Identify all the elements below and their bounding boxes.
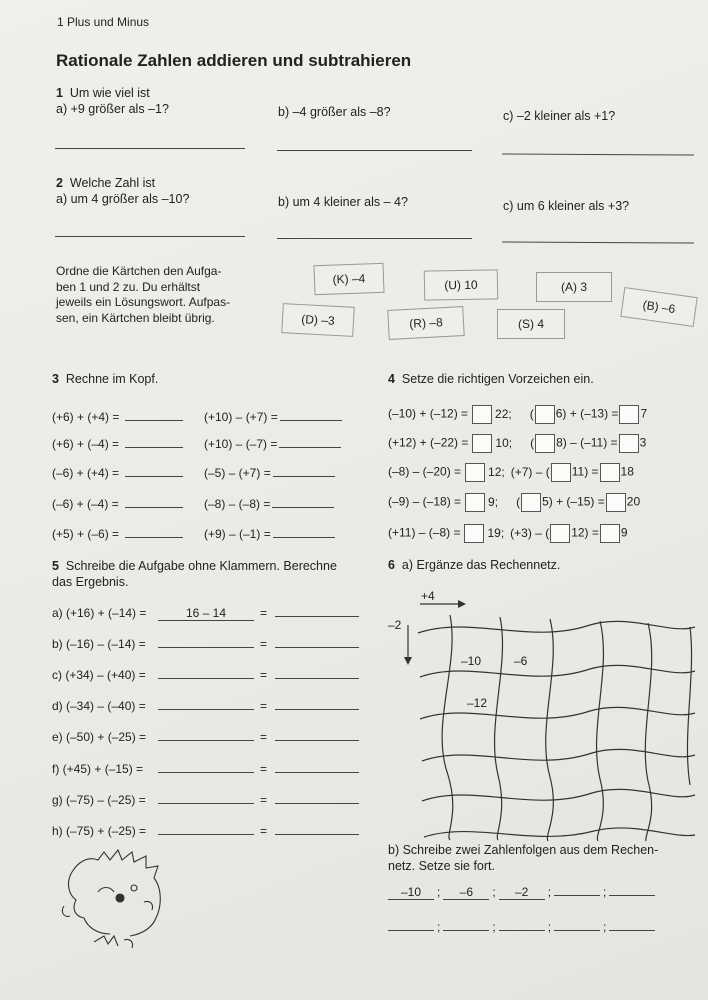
task4-right-prefix: ( [529, 406, 534, 421]
sequence-blank[interactable] [609, 895, 655, 896]
sequence-separator: ; [492, 885, 496, 899]
cards-instruction: Ordne die Kärtchen den Aufga- ben 1 und 2 zu. Du erhältst jeweils ein Lösungswort. Aufpas- sen, ein Kärtchen bleibt übrig. [56, 264, 231, 325]
task5-item [52, 637, 359, 651]
task3-expression: (–5) – (+7) = [204, 466, 271, 480]
card-s[interactable]: (S) 4 [497, 309, 565, 339]
net-cell-1: –10 [461, 654, 482, 668]
task5-result-blank[interactable] [275, 772, 359, 773]
task4-row [388, 524, 628, 543]
task3-answer-blank[interactable] [273, 537, 335, 538]
task2-item-c: c) um 6 kleiner als +3? [503, 199, 630, 213]
sequence-separator: ; [437, 920, 441, 934]
sequence-separator: ; [603, 885, 607, 899]
task3-answer-blank[interactable] [280, 420, 342, 421]
equals-sign: = [260, 637, 268, 651]
sign-box[interactable] [550, 524, 570, 543]
sign-box[interactable] [551, 463, 571, 482]
net-cell-3: –12 [467, 696, 488, 710]
task5-expression: g) (–75) – (–25) = [52, 793, 146, 807]
task5-result-blank[interactable] [275, 709, 359, 710]
task3-answer-blank[interactable] [279, 447, 341, 448]
task4-row [388, 434, 646, 453]
task5-no-brackets-blank[interactable] [158, 772, 254, 773]
task3-answer-blank[interactable] [125, 447, 183, 448]
task4-left-result: 22; [495, 406, 512, 421]
sequence-separator: ; [492, 920, 496, 934]
task2-answer-line-c[interactable] [502, 241, 694, 243]
equals-sign: = [260, 824, 268, 838]
task5-item [52, 762, 359, 776]
task4-right-prefix: (+7) – ( [510, 464, 550, 479]
card-u[interactable]: (U) 10 [424, 269, 499, 300]
sign-box[interactable] [600, 463, 620, 482]
task3-expression: (–6) + (+4) = [52, 466, 120, 480]
task6-heading: 6 a) Ergänze das Rechennetz. [388, 558, 561, 572]
sequence-blank[interactable] [554, 895, 600, 896]
sequence-row [388, 885, 655, 900]
task4-left-result: 10; [495, 435, 513, 450]
task5-expression: b) (–16) – (–14) = [52, 637, 146, 651]
task4-left-result: 19; [487, 525, 505, 540]
net-cell-2: –6 [514, 654, 528, 668]
task2-answer-line-b[interactable] [277, 238, 472, 239]
task5-item [52, 824, 359, 838]
task5-no-brackets-blank[interactable]: 16 – 14 [158, 606, 254, 621]
task3-row-left [52, 497, 183, 511]
hedgehog-illustration [58, 842, 178, 952]
sign-box[interactable] [535, 434, 555, 453]
task4-right-expression: 5) + (–15) = [542, 494, 605, 509]
task5-result-blank[interactable] [275, 678, 359, 679]
calculation-net [390, 585, 700, 855]
sign-box[interactable] [535, 405, 555, 424]
task3-expression: (+6) + (+4) = [52, 410, 120, 424]
sign-box[interactable] [472, 434, 492, 453]
net-lines [418, 615, 695, 841]
sign-box[interactable] [465, 463, 485, 482]
task5-no-brackets-blank[interactable] [158, 803, 254, 804]
sign-box[interactable] [619, 405, 639, 424]
task5-expression: f) (+45) + (–15) = [52, 762, 144, 776]
task3-expression: (+5) + (–6) = [52, 527, 120, 541]
task3-expression: (+9) – (–1) = [204, 527, 271, 541]
task4-left-expression: (–9) – (–18) = [388, 494, 462, 509]
equals-sign: = [260, 730, 268, 744]
task4-row [388, 493, 640, 512]
sign-box[interactable] [619, 434, 639, 453]
task5-result-blank[interactable] [275, 803, 359, 804]
task5-no-brackets-blank[interactable] [158, 678, 254, 679]
task5-expression: c) (+34) – (+40) = [52, 668, 146, 682]
task3-row-left [52, 437, 183, 451]
sequence-blank[interactable] [609, 930, 655, 931]
task4-left-result: 12; [488, 464, 505, 479]
task3-answer-blank[interactable] [273, 476, 335, 477]
task3-answer-blank[interactable] [125, 420, 183, 421]
task3-expression: (–6) + (–4) = [52, 497, 119, 511]
task3-answer-blank[interactable] [125, 507, 183, 508]
task4-right-result: 18 [620, 464, 634, 479]
task4-left-expression: (+12) + (–22) = [388, 435, 469, 450]
task4-left-expression: (–10) + (–12) = [388, 406, 469, 421]
task5-no-brackets-blank[interactable] [158, 740, 254, 741]
card-d[interactable]: (D) –3 [281, 303, 354, 337]
task5-expression: d) (–34) – (–40) = [52, 699, 146, 713]
sequence-blank[interactable] [554, 930, 600, 931]
task3-row-right [204, 497, 334, 511]
card-r[interactable]: (R) –8 [387, 306, 464, 340]
task5-result-blank[interactable] [275, 616, 359, 617]
task5-result-blank[interactable] [275, 647, 359, 648]
sequence-separator: ; [547, 885, 552, 899]
arrow-down-head [404, 657, 412, 665]
equals-sign: = [260, 793, 268, 807]
task5-heading: 5 Schreibe die Aufgabe ohne Klammern. Berechne das Ergebnis. [52, 559, 337, 589]
card-b[interactable]: (B) –6 [620, 287, 697, 327]
task3-expression: (+10) – (–7) = [204, 437, 278, 451]
task4-row [388, 463, 634, 482]
sequence-row [388, 920, 655, 934]
task3-row-left [52, 527, 183, 541]
task5-expression: h) (–75) + (–25) = [52, 824, 147, 838]
task4-right-result: 20 [626, 494, 641, 509]
sign-box[interactable] [472, 405, 492, 424]
task5-item [52, 793, 359, 807]
card-k[interactable]: (K) –4 [313, 263, 384, 295]
arrow-right-head [458, 600, 466, 608]
sequence-separator: ; [437, 885, 441, 899]
task3-row-left [52, 466, 183, 480]
equals-sign: = [260, 606, 268, 620]
sign-box[interactable] [521, 493, 541, 512]
task6-b-heading: b) Schreibe zwei Zahlenfolgen aus dem Rechen- netz. Setze sie fort. [388, 843, 659, 873]
task5-item [52, 730, 359, 744]
task4-left-result: 9; [488, 494, 499, 509]
task3-expression: (+6) + (–4) = [52, 437, 120, 451]
task4-right-expression: 6) + (–13) = [555, 406, 619, 421]
task3-heading: 3 Rechne im Kopf. [52, 372, 159, 386]
card-a[interactable]: (A) 3 [536, 272, 612, 302]
task4-left-expression: (–8) – (–20) = [388, 464, 462, 479]
task3-expression: (–8) – (–8) = [204, 497, 271, 511]
task3-expression: (+10) – (+7) = [204, 410, 278, 424]
task3-row-right [204, 466, 335, 480]
task1-answer-line-b[interactable] [277, 150, 472, 151]
sign-box[interactable] [464, 524, 484, 543]
task5-item [52, 606, 359, 621]
task1-item-b: b) –4 größer als –8? [278, 105, 391, 119]
sign-box[interactable] [465, 493, 485, 512]
task5-item [52, 699, 359, 713]
task4-right-result: 7 [640, 406, 648, 421]
task5-no-brackets-blank[interactable] [158, 834, 254, 835]
equals-sign: = [260, 762, 268, 776]
task3-row-left [52, 410, 183, 424]
task2-item-a: a) um 4 größer als –10? [56, 192, 190, 206]
task1-answer-line-a[interactable] [55, 148, 245, 149]
chapter-label: 1 Plus und Minus [57, 15, 150, 29]
task3-answer-blank[interactable] [272, 507, 334, 508]
task4-right-result: 9 [620, 525, 628, 540]
sequence-blank[interactable] [499, 930, 545, 931]
task4-heading: 4 Setze die richtigen Vorzeichen ein. [388, 372, 594, 386]
equals-sign: = [260, 699, 268, 713]
task5-result-blank[interactable] [275, 740, 359, 741]
task2-heading: 2 Welche Zahl ist [56, 176, 156, 190]
task4-right-prefix: ( [516, 494, 521, 509]
task1-heading: 1 Um wie viel ist [56, 86, 150, 100]
equals-sign: = [260, 668, 268, 682]
task4-right-result: 3 [639, 435, 647, 450]
task3-row-right [204, 527, 335, 541]
task1-item-a: a) +9 größer als –1? [56, 102, 169, 116]
task5-expression: e) (–50) + (–25) = [52, 730, 147, 744]
task5-no-brackets-blank[interactable] [158, 647, 254, 648]
task4-row [388, 405, 647, 424]
task4-right-expression: 8) – (–11) = [556, 435, 618, 450]
sequence-blank[interactable]: –6 [443, 885, 489, 900]
page-title: Rationale Zahlen addieren und subtrahieren [56, 51, 412, 70]
task5-item [52, 668, 359, 682]
task2-answer-line-a[interactable] [55, 236, 245, 237]
task1-answer-line-c[interactable] [502, 153, 694, 155]
task1-item-c: c) –2 kleiner als +1? [503, 109, 616, 123]
task3-answer-blank[interactable] [125, 537, 183, 538]
sequence-blank[interactable]: –10 [388, 885, 434, 900]
task5-expression: a) (+16) + (–14) = [52, 606, 147, 620]
sequence-separator: ; [603, 920, 607, 934]
task5-result-blank[interactable] [275, 834, 359, 835]
arrow-down-label: –2 [388, 618, 402, 632]
task4-right-prefix: (+3) – ( [510, 525, 550, 540]
task5-no-brackets-blank[interactable] [158, 709, 254, 710]
task3-row-right [204, 410, 342, 424]
task3-row-right [204, 437, 341, 451]
task3-answer-blank[interactable] [125, 476, 183, 477]
task4-right-expression: 11) = [571, 464, 599, 479]
sign-box[interactable] [600, 524, 620, 543]
task4-left-expression: (+11) – (–8) = [388, 525, 461, 540]
sequence-blank[interactable]: –2 [499, 885, 545, 900]
task2-item-b: b) um 4 kleiner als – 4? [278, 195, 408, 209]
sequence-separator: ; [547, 920, 552, 934]
arrow-right-label: +4 [421, 589, 435, 603]
task4-right-expression: 12) = [571, 525, 599, 540]
sign-box[interactable] [606, 493, 626, 512]
sequence-blank[interactable] [388, 930, 434, 931]
task4-right-prefix: ( [530, 435, 535, 450]
sequence-blank[interactable] [443, 930, 489, 931]
